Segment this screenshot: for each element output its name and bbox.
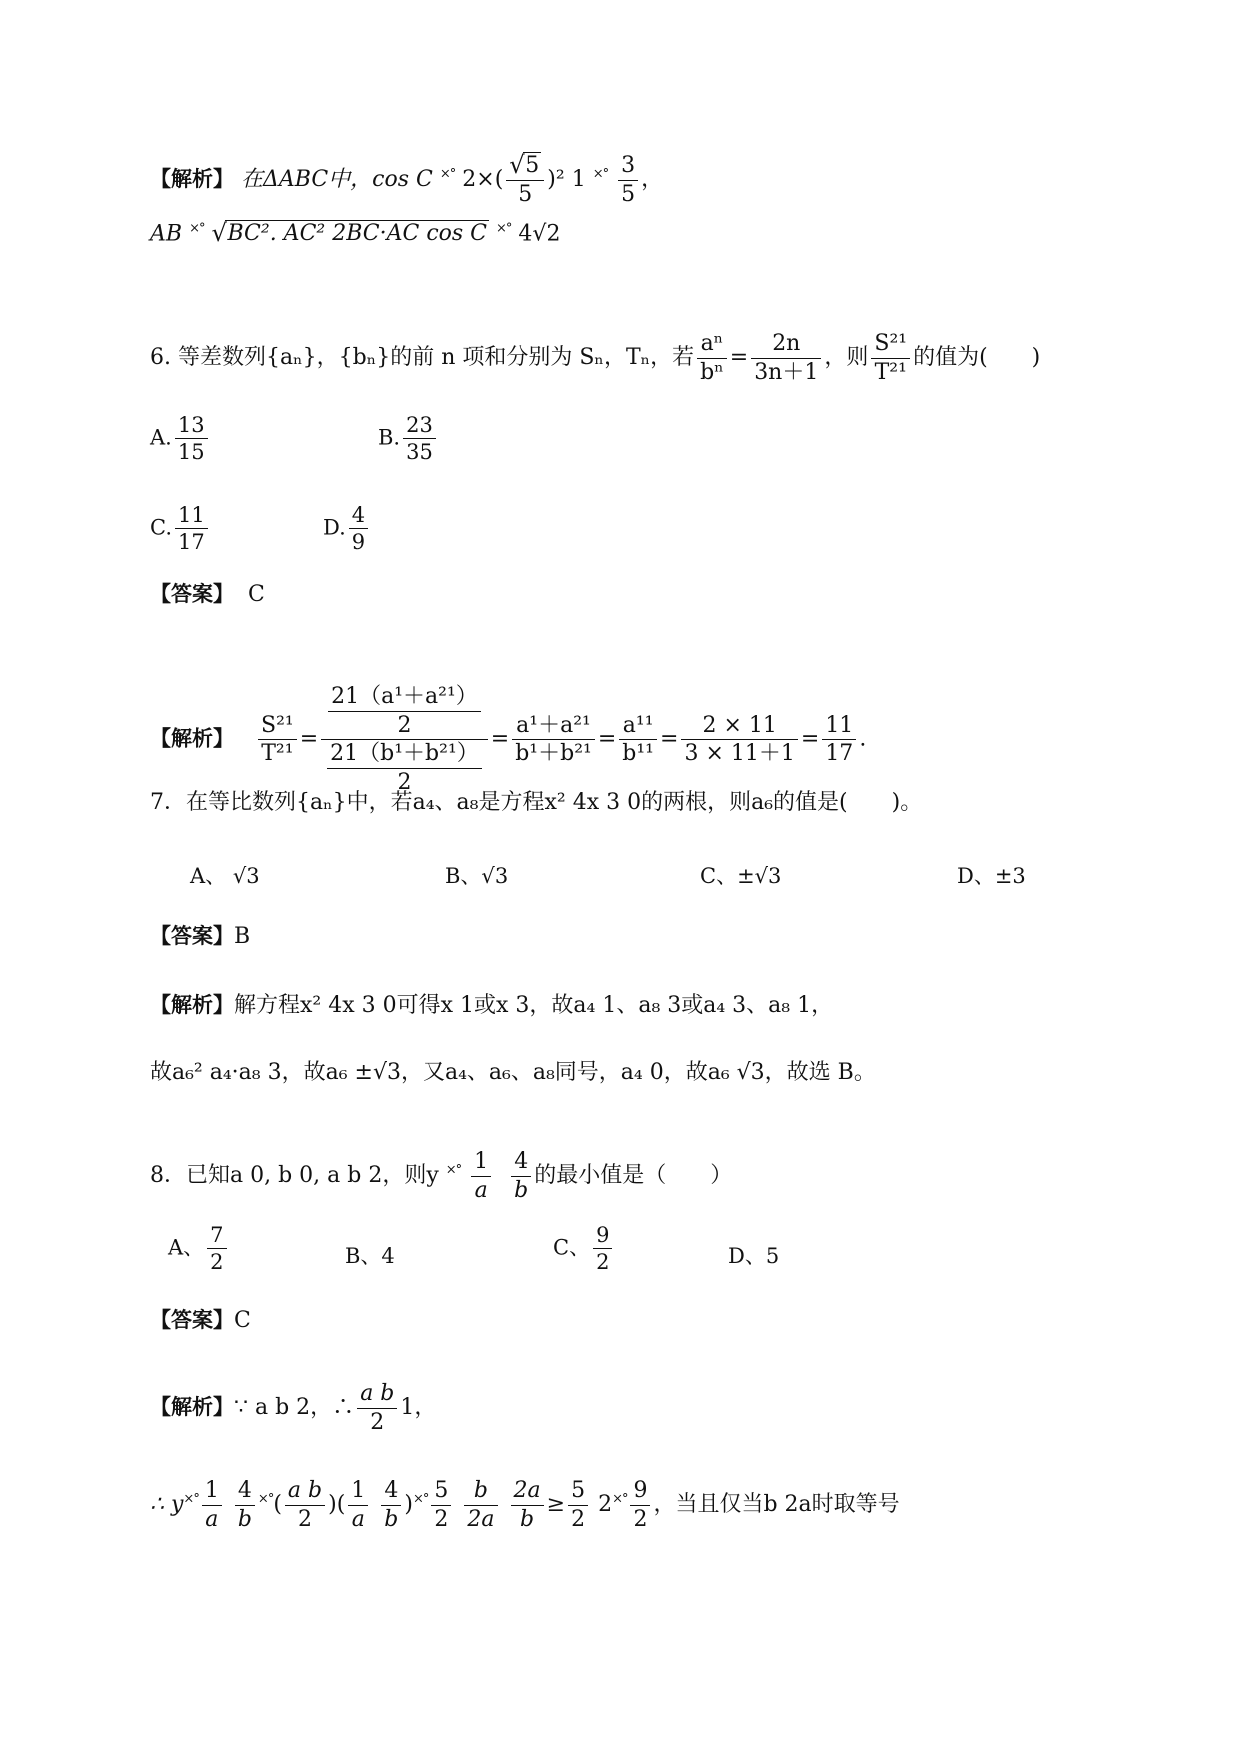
fraction: $\frac{3}{5}$ [618, 152, 638, 208]
solution-a-line1: 【解析】 在ΔABC中，cos C ×° 2×( √ $\frac{5}{5}$ )² 1 ×° $\frac{3}{5}$ ， [150, 152, 663, 208]
question-8-stem: 8．已知a 0, b 0, a b 2，则y ×° $\frac{1}{a}$ $\frac{4}{b}$ 的最小值是（ ） [150, 1149, 733, 1203]
solution-7-line1: 【解析】解方程x² 4x 3 0可得x 1或x 3，故a₄ 1、a₈ 3或a₄ 3、a₈ 1， [150, 993, 834, 1018]
solution-8-line1: 【解析】∵ a b 2，∴ $\frac{\text{a b}}{2}$ 1， [150, 1381, 437, 1435]
analysis-tag: 【解析】 [150, 167, 234, 191]
option-c: C、 $\frac{9}{2}$ [553, 1222, 615, 1276]
solution-7-line2: 故a₆² a₄·a₈ 3，故a₆ ±√3，又a₄、a₆、a₈同号，a₄ 0，故a₆ √3，故选 B。 [150, 1060, 876, 1085]
answer-6: 【答案】 C [150, 582, 265, 607]
math: )² 1 [547, 167, 586, 192]
solution-a-line2: AB ×° √ BC². AC² 2BC·AC cos C ×° 4√2 [150, 222, 560, 245]
solution-6: 【解析】 $\frac{\text{S²¹}}{\text{T²¹}}$ = $\frac{\frac{\text{21（a¹＋a²¹）}}{2}}{\frac{\text{21（b¹＋b²¹）}}{2}}$ = $\frac{\text{a¹＋a²¹}}{\text{b¹＋b²¹}}$ = $\frac{\text{a¹¹}}{\text{b¹¹}}$ = $\frac{2 \times 11}{3 \times 11+1}$ = $\frac{11}{17}$ . [150, 684, 867, 795]
question-7-stem: 7．在等比数列{aₙ}中，若a₄、a₈是方程x² 4x 3 0的两根，则a₆的值是( )。 [150, 790, 923, 815]
option-b: B、√3 [445, 864, 509, 888]
answer-7: 【答案】B [150, 924, 251, 949]
math: 2×( [462, 167, 504, 192]
fraction: √ $\frac{5}{5}$ [506, 152, 544, 208]
question-6-stem: 6. 等差数列{aₙ}，{bₙ}的前 n 项和分别为 Sₙ，Tₙ，若 $\frac{\text{aⁿ}}{\text{bⁿ}}$ = $\frac{2n}{3n+1}$ ，则 $\frac{\text{S²¹}}{\text{T²¹}}$ 的值为( ) [150, 331, 1041, 385]
option-d: D、5 [728, 1244, 780, 1268]
option-a: A、 $\frac{7}{2}$ [168, 1222, 230, 1276]
option-d: D. $\frac{4}{9}$ [323, 502, 371, 556]
solution-8-line2: ∴ y×° $\frac{1}{a}$ $\frac{4}{b}$ ×°( $\frac{\text{a b}}{2}$ )( $\frac{1}{a}$ $\frac{4}{b}$ )×° $\frac{5}{2}$ $\frac{b}{2a}$ $\frac{2a}{b}$ ≥ $\frac{5}{2}$ 2×° $\frac{9}{2}$ ，当且仅当b 2a时取等号 [150, 1478, 900, 1532]
option-a: A、 √3 [190, 864, 260, 888]
option-a: A. $\frac{13}{15}$ [150, 412, 211, 466]
answer-8: 【答案】C [150, 1308, 251, 1333]
option-c: C. $\frac{11}{17}$ [150, 502, 211, 556]
sqrt: √ BC². AC² 2BC·AC cos C [211, 223, 489, 245]
option-c: C、±√3 [700, 864, 782, 888]
option-b: B. $\frac{23}{35}$ [378, 412, 439, 466]
option-b: B、4 [345, 1244, 395, 1268]
option-d: D、±3 [957, 864, 1026, 888]
text: 在ΔABC中，cos C [241, 167, 433, 192]
